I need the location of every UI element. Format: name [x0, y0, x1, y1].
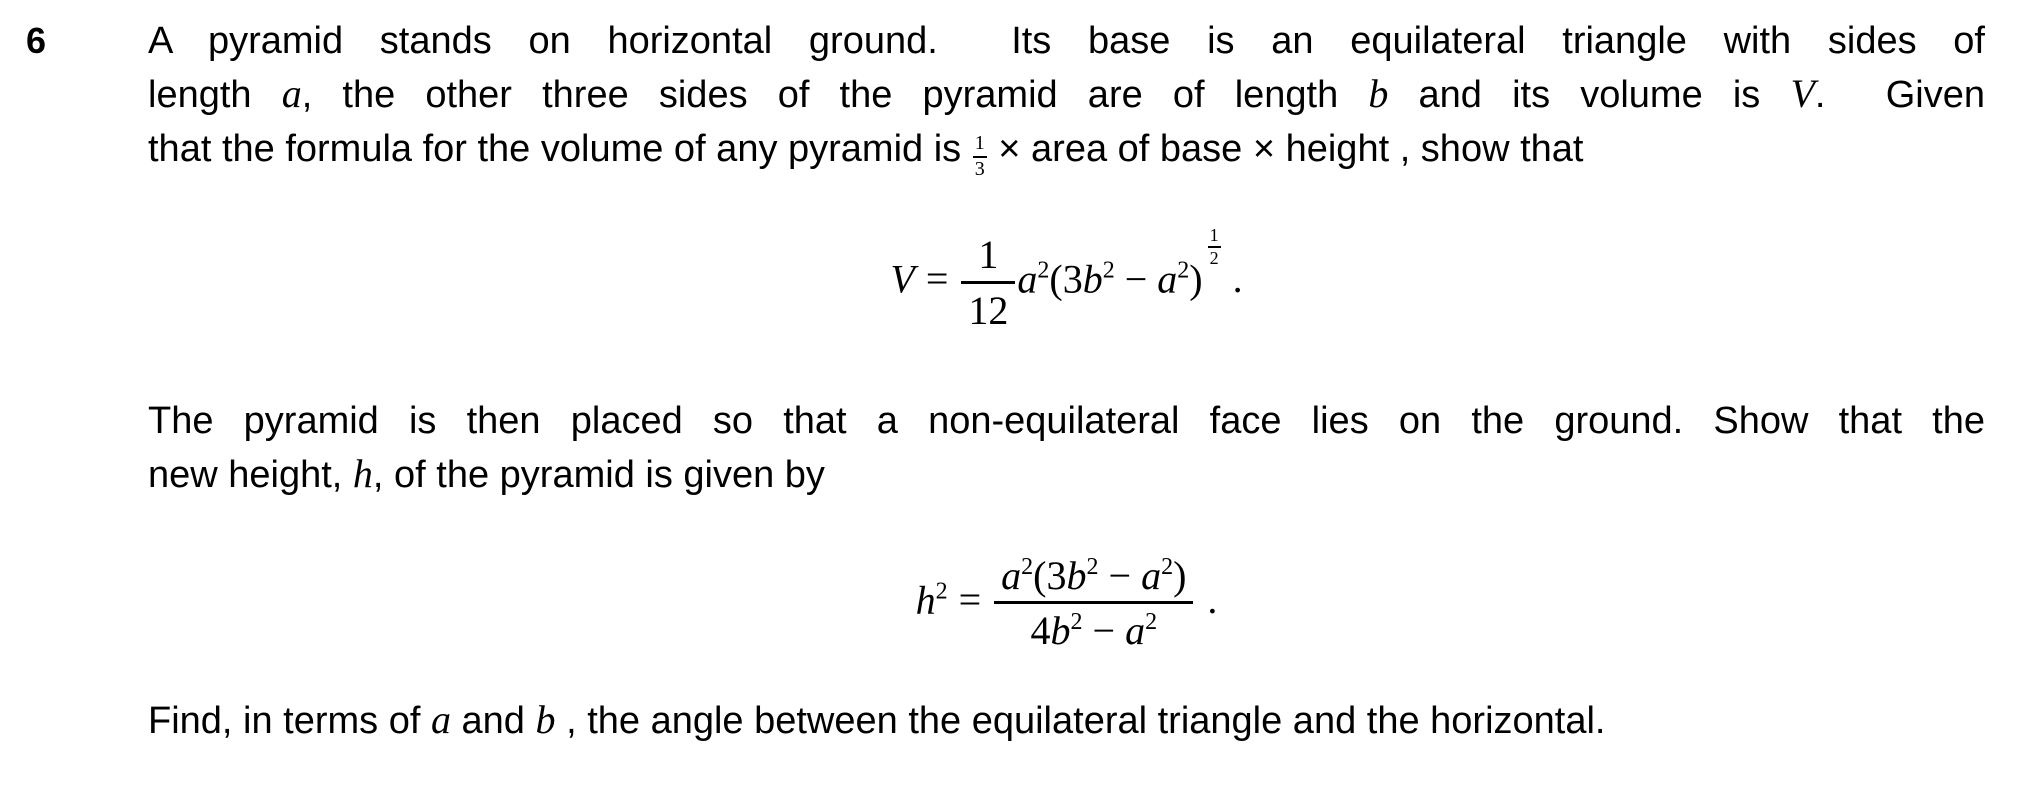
- fraction-denominator: [994, 601, 1193, 654]
- exponent-2: 2: [1161, 553, 1174, 580]
- text-segment: , the other three sides of the pyramid are of length: [301, 74, 1369, 116]
- fraction-numerator: 1: [978, 232, 999, 277]
- paragraph-find-angle: [148, 694, 1985, 748]
- text-segment: and its volume is: [1388, 74, 1791, 116]
- math-var-a: a: [1017, 256, 1038, 302]
- exponent-2: 2: [1177, 257, 1190, 284]
- text-segment: Find, in terms of: [148, 700, 431, 743]
- equals-sign: =: [925, 256, 949, 302]
- text-segment: × area of base × height , show that: [987, 128, 1584, 170]
- text-line-4: [148, 394, 1985, 448]
- fraction-denominator: 3: [974, 157, 985, 180]
- fraction-one-twelfth: [961, 233, 1015, 334]
- math-var-V: V: [890, 256, 915, 302]
- fraction-one-third: [973, 133, 987, 180]
- paragraph-tilted-pyramid: [148, 394, 1985, 502]
- math-var-b: b: [535, 697, 556, 743]
- coefficient-4: 4: [1030, 608, 1051, 654]
- math-var-a: a: [430, 697, 451, 743]
- period: .: [1207, 577, 1218, 623]
- text-segment: A pyramid stands on horizontal ground. Its base is an equilateral triangle with sides of: [148, 20, 1985, 62]
- text-line-6: [148, 694, 1985, 748]
- text-segment: and: [450, 700, 536, 743]
- equation-height-squared: [148, 554, 1985, 655]
- minus-sign: −: [1082, 608, 1126, 654]
- math-var-h: h: [915, 577, 936, 623]
- close-paren: ): [1173, 552, 1187, 598]
- fraction-numerator: 1: [1209, 224, 1219, 245]
- math-var-h: h: [352, 450, 373, 496]
- close-paren: ): [1189, 256, 1203, 302]
- paragraph-intro: [148, 0, 1985, 180]
- fraction-denominator: 12: [961, 281, 1015, 334]
- text-line-5: [148, 448, 1985, 502]
- math-var-V: V: [1790, 71, 1815, 116]
- fraction-height: [994, 554, 1193, 655]
- exponent-2: 2: [1145, 609, 1158, 636]
- text-segment: , the angle between the equilateral triangle and the horizontal.: [555, 700, 1606, 743]
- minus-sign: −: [1098, 552, 1142, 598]
- text-line-3: [148, 122, 1985, 180]
- exponent-2: 2: [1037, 257, 1050, 284]
- text-segment: length: [148, 74, 282, 116]
- text-segment: , of the pyramid is given by: [372, 453, 825, 496]
- fraction-numerator: 1: [974, 132, 985, 155]
- math-var-b: b: [1368, 71, 1389, 116]
- math-var-b: b: [1082, 256, 1103, 302]
- question-number: 6: [26, 20, 47, 61]
- text-segment: that the formula for the volume of any pyramid is: [148, 128, 972, 170]
- text-segment: . Given: [1814, 74, 1985, 116]
- math-var-a: a: [281, 71, 302, 116]
- exponent-2: 2: [1070, 609, 1083, 636]
- math-var-a: a: [1141, 552, 1162, 598]
- exponent-2: 2: [935, 578, 948, 605]
- fraction-numerator: [994, 554, 1193, 602]
- math-var-a: a: [1001, 552, 1022, 598]
- equals-sign: =: [958, 577, 982, 623]
- exponent-2: 2: [1102, 257, 1115, 284]
- exponent-one-half: [1208, 226, 1221, 269]
- minus-sign: −: [1114, 256, 1158, 302]
- text-segment: The pyramid is then placed so that a non-equilateral face lies on the ground. Show that the: [148, 399, 1985, 442]
- open-paren-coefficient: (3: [1033, 552, 1067, 598]
- exponent-2: 2: [1021, 553, 1034, 580]
- math-var-b: b: [1066, 552, 1087, 598]
- text-line-1: [148, 14, 1985, 68]
- math-var-a: a: [1125, 608, 1146, 654]
- math-var-b: b: [1050, 608, 1071, 654]
- period: .: [1232, 256, 1243, 302]
- open-paren-coefficient: (3: [1049, 256, 1083, 302]
- math-var-a: a: [1157, 256, 1178, 302]
- exponent-2: 2: [1086, 553, 1099, 580]
- text-segment: new height,: [148, 453, 353, 496]
- equation-volume: [148, 224, 1985, 334]
- fraction-denominator: 2: [1209, 248, 1219, 269]
- text-line-2: [148, 68, 1985, 122]
